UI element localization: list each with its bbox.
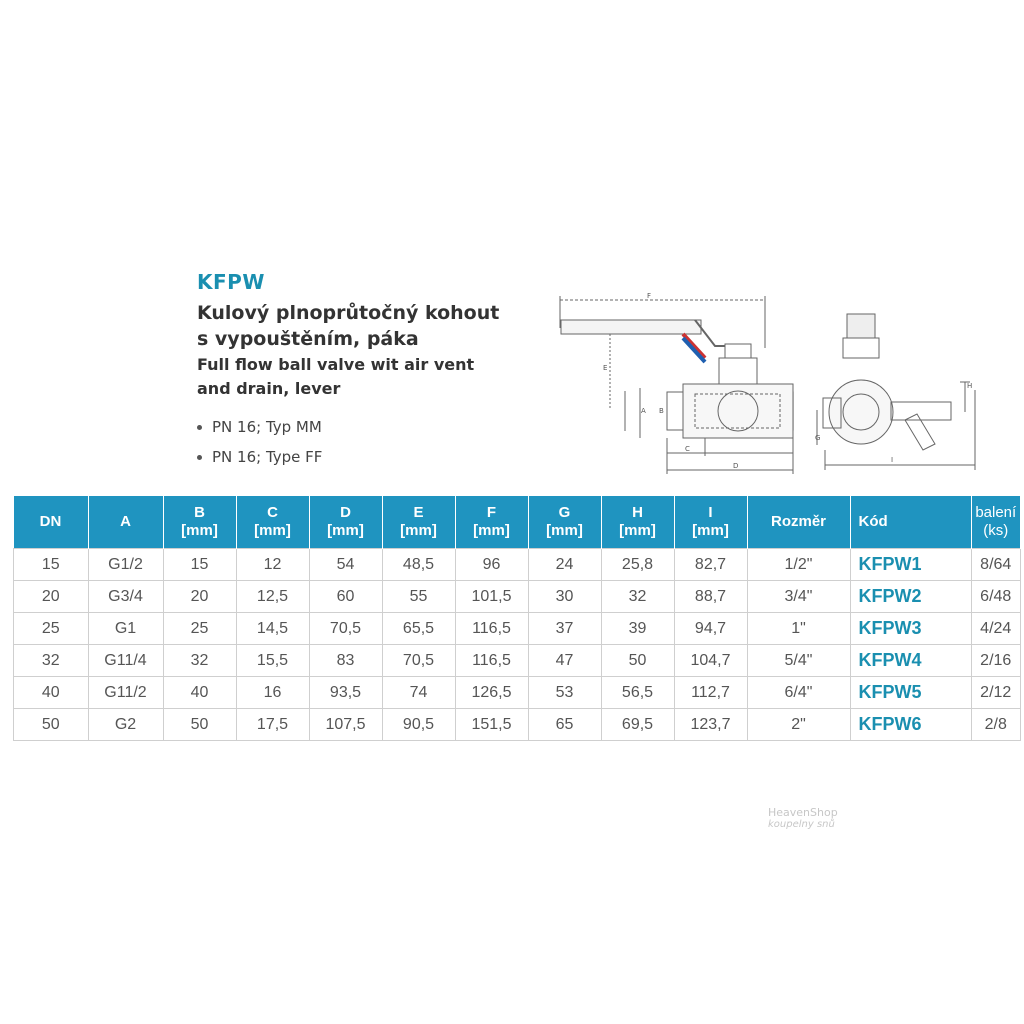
table-cell: 1": [747, 613, 850, 645]
title-cz-line1: Kulový plnoprůtočný kohout: [197, 302, 500, 324]
table-cell: 16: [236, 677, 309, 709]
table-row: [14, 645, 1021, 677]
col-header-rozmer: Rozměr: [747, 496, 850, 549]
table-cell: G1/2: [88, 549, 163, 581]
table-cell: 151,5: [455, 709, 528, 741]
table-cell: G3/4: [88, 581, 163, 613]
table-cell: 101,5: [455, 581, 528, 613]
table-cell: 40: [163, 677, 236, 709]
product-code-cell: KFPW6: [850, 709, 971, 741]
dim-label-b: B: [659, 407, 664, 415]
table-row: [14, 613, 1021, 645]
title-en-line2: and drain, lever: [197, 379, 341, 398]
table-row: [14, 581, 1021, 613]
table-cell: 25,8: [601, 549, 674, 581]
col-header-baleni: balení (ks): [971, 496, 1021, 549]
table-cell: 39: [601, 613, 674, 645]
title-en-line1: Full flow ball valve wit air vent: [197, 355, 475, 374]
product-code-cell: KFPW5: [850, 677, 971, 709]
table-cell: 8/64: [971, 549, 1021, 581]
product-code: KFPW: [197, 270, 265, 294]
table-cell: 116,5: [455, 645, 528, 677]
bullet-item: PN 16; Typ MM: [197, 418, 557, 436]
table-cell: 37: [528, 613, 601, 645]
table-cell: 2/8: [971, 709, 1021, 741]
dim-label-e: E: [603, 364, 608, 372]
table-cell: 74: [382, 677, 455, 709]
bullet-item: PN 16; Type FF: [197, 448, 557, 466]
table-cell: G11/2: [88, 677, 163, 709]
table-cell: 107,5: [309, 709, 382, 741]
table-cell: 65: [528, 709, 601, 741]
table-cell: 94,7: [674, 613, 747, 645]
dim-label-i: I: [891, 456, 894, 464]
table-cell: 40: [14, 677, 89, 709]
col-header-b: B [mm]: [163, 496, 236, 549]
table-row: [14, 709, 1021, 741]
table-body: [14, 549, 1021, 741]
table-cell: 2/16: [971, 645, 1021, 677]
table-cell: 14,5: [236, 613, 309, 645]
table-cell: 70,5: [309, 613, 382, 645]
table-cell: 50: [14, 709, 89, 741]
table-cell: 32: [163, 645, 236, 677]
col-header-i: I [mm]: [674, 496, 747, 549]
table-cell: 123,7: [674, 709, 747, 741]
dim-label-c: C: [685, 445, 690, 453]
product-code-cell: KFPW3: [850, 613, 971, 645]
table-cell: 5/4": [747, 645, 850, 677]
product-code-cell: KFPW2: [850, 581, 971, 613]
table-cell: 48,5: [382, 549, 455, 581]
table-cell: 4/24: [971, 613, 1021, 645]
title-cz-line2: s vypouštěním, páka: [197, 328, 419, 350]
table-cell: 2": [747, 709, 850, 741]
valve-side-view-drawing: [555, 288, 795, 483]
col-header-a: A: [88, 496, 163, 549]
table-cell: 32: [14, 645, 89, 677]
col-header-h: H [mm]: [601, 496, 674, 549]
table-cell: 88,7: [674, 581, 747, 613]
table-cell: 12: [236, 549, 309, 581]
table-cell: 93,5: [309, 677, 382, 709]
table-cell: 54: [309, 549, 382, 581]
table-cell: 83: [309, 645, 382, 677]
table-row: [14, 677, 1021, 709]
table-cell: 3/4": [747, 581, 850, 613]
watermark-logo: HeavenShop koupelny snů: [768, 806, 838, 830]
col-header-kod: Kód: [850, 496, 971, 549]
col-header-c: C [mm]: [236, 496, 309, 549]
table-cell: 15: [163, 549, 236, 581]
table-cell: 69,5: [601, 709, 674, 741]
table-cell: 2/12: [971, 677, 1021, 709]
table-cell: 15,5: [236, 645, 309, 677]
table-cell: 15: [14, 549, 89, 581]
table-cell: 47: [528, 645, 601, 677]
table-cell: G11/4: [88, 645, 163, 677]
table-cell: 112,7: [674, 677, 747, 709]
bullet-dot-icon: [197, 455, 202, 460]
col-header-d: D [mm]: [309, 496, 382, 549]
table-cell: 25: [14, 613, 89, 645]
bullet-dot-icon: [197, 425, 202, 430]
dim-label-d: D: [733, 462, 739, 470]
table-cell: 82,7: [674, 549, 747, 581]
product-header: [197, 270, 557, 478]
table-cell: 50: [163, 709, 236, 741]
table-cell: 56,5: [601, 677, 674, 709]
col-header-e: E [mm]: [382, 496, 455, 549]
table-cell: 55: [382, 581, 455, 613]
table-cell: 116,5: [455, 613, 528, 645]
table-cell: 60: [309, 581, 382, 613]
dim-label-h: H: [967, 382, 973, 390]
table-cell: 104,7: [674, 645, 747, 677]
table-header-row: [14, 496, 1021, 549]
table-cell: 65,5: [382, 613, 455, 645]
table-cell: G2: [88, 709, 163, 741]
table-cell: 96: [455, 549, 528, 581]
table-cell: 53: [528, 677, 601, 709]
table-cell: 50: [601, 645, 674, 677]
table-cell: 30: [528, 581, 601, 613]
col-header-dn: DN: [14, 496, 89, 549]
table-cell: 17,5: [236, 709, 309, 741]
product-code-cell: KFPW4: [850, 645, 971, 677]
table-cell: G1: [88, 613, 163, 645]
dim-label-f: F: [647, 292, 652, 300]
table-cell: 6/4": [747, 677, 850, 709]
table-cell: 6/48: [971, 581, 1021, 613]
product-code-cell: KFPW1: [850, 549, 971, 581]
table-cell: 32: [601, 581, 674, 613]
valve-front-view-drawing: [795, 300, 985, 485]
table-cell: 70,5: [382, 645, 455, 677]
table-cell: 126,5: [455, 677, 528, 709]
table-cell: 24: [528, 549, 601, 581]
col-header-f: F [mm]: [455, 496, 528, 549]
spec-bullets: [197, 418, 557, 466]
dimensions-table: [13, 496, 1021, 741]
table-cell: 12,5: [236, 581, 309, 613]
table-cell: 90,5: [382, 709, 455, 741]
table-cell: 25: [163, 613, 236, 645]
dim-label-g: G: [815, 434, 821, 442]
dim-label-a: A: [641, 407, 646, 415]
table-row: [14, 549, 1021, 581]
table-cell: 20: [163, 581, 236, 613]
col-header-g: G [mm]: [528, 496, 601, 549]
table-cell: 20: [14, 581, 89, 613]
table-cell: 1/2": [747, 549, 850, 581]
